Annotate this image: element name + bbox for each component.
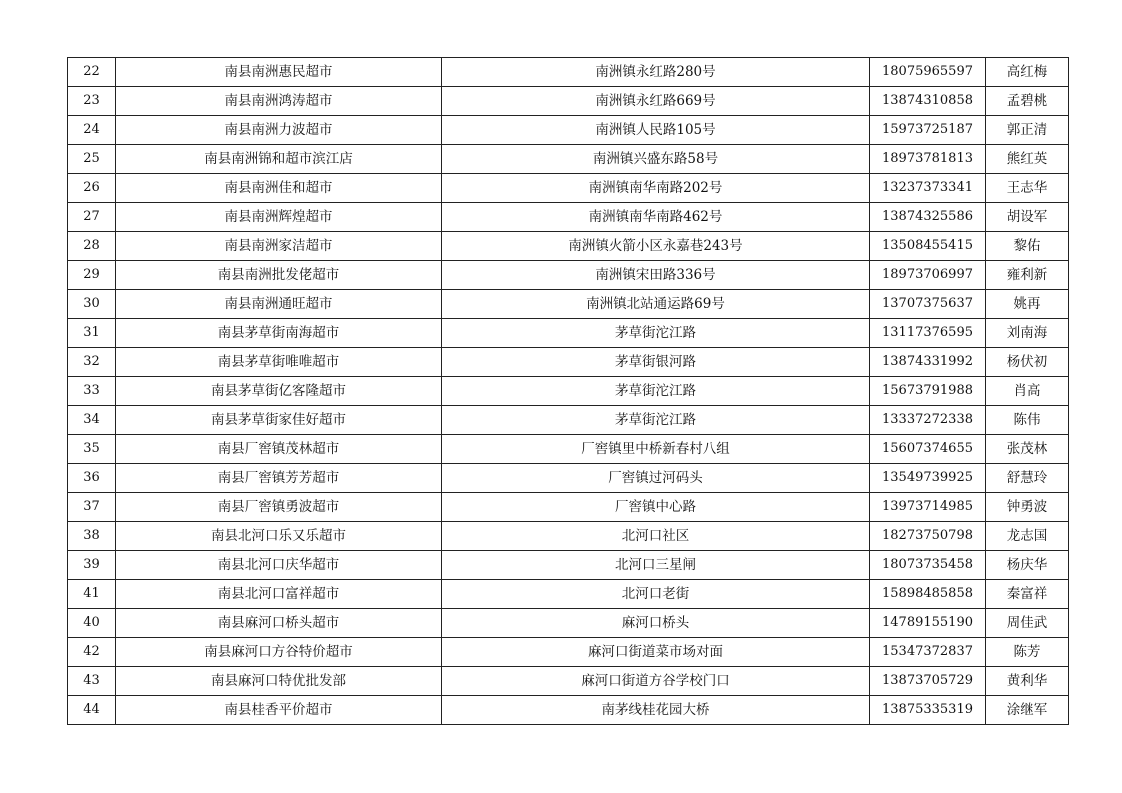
- store-name: 南县南洲辉煌超市: [116, 203, 442, 232]
- phone-number: 13874331992: [870, 348, 986, 377]
- store-address: 茅草街沱江路: [442, 377, 870, 406]
- store-address: 茅草街银河路: [442, 348, 870, 377]
- store-address: 麻河口街道方谷学校门口: [442, 667, 870, 696]
- store-name: 南县茅草街家佳好超市: [116, 406, 442, 435]
- phone-number: 18073735458: [870, 551, 986, 580]
- row-number: 24: [68, 116, 116, 145]
- table-row: [68, 580, 1069, 609]
- table-row: [68, 435, 1069, 464]
- store-address: 厂窖镇中心路: [442, 493, 870, 522]
- store-address: 厂窖镇过河码头: [442, 464, 870, 493]
- phone-number: 13874325586: [870, 203, 986, 232]
- store-name: 南县北河口乐又乐超市: [116, 522, 442, 551]
- phone-number: 13874310858: [870, 87, 986, 116]
- table-row: [68, 464, 1069, 493]
- contact-person: 杨伏初: [986, 348, 1069, 377]
- store-name: 南县麻河口方谷特价超市: [116, 638, 442, 667]
- store-address: 北河口社区: [442, 522, 870, 551]
- store-name: 南县茅草街唯唯超市: [116, 348, 442, 377]
- store-name: 南县厂窖镇茂林超市: [116, 435, 442, 464]
- store-name: 南县麻河口特优批发部: [116, 667, 442, 696]
- contact-person: 杨庆华: [986, 551, 1069, 580]
- contact-person: 舒慧玲: [986, 464, 1069, 493]
- table-row: [68, 348, 1069, 377]
- contact-person: 陈伟: [986, 406, 1069, 435]
- contact-person: 龙志国: [986, 522, 1069, 551]
- contact-person: 黎佑: [986, 232, 1069, 261]
- store-name: 南县北河口庆华超市: [116, 551, 442, 580]
- row-number: 41: [68, 580, 116, 609]
- row-number: 38: [68, 522, 116, 551]
- contact-person: 黄利华: [986, 667, 1069, 696]
- store-name: 南县南洲锦和超市滨江店: [116, 145, 442, 174]
- row-number: 29: [68, 261, 116, 290]
- contact-person: 张茂林: [986, 435, 1069, 464]
- phone-number: 15347372837: [870, 638, 986, 667]
- table-row: [68, 667, 1069, 696]
- store-address: 南洲镇火箭小区永嘉巷243号: [442, 232, 870, 261]
- row-number: 26: [68, 174, 116, 203]
- contact-person: 熊红英: [986, 145, 1069, 174]
- store-address: 南洲镇北站通运路69号: [442, 290, 870, 319]
- contact-person: 周佳武: [986, 609, 1069, 638]
- row-number: 35: [68, 435, 116, 464]
- store-address: 厂窖镇里中桥新春村八组: [442, 435, 870, 464]
- store-address: 南洲镇兴盛东路58号: [442, 145, 870, 174]
- contact-person: 秦富祥: [986, 580, 1069, 609]
- phone-number: 13875335319: [870, 696, 986, 725]
- contact-person: 王志华: [986, 174, 1069, 203]
- row-number: 32: [68, 348, 116, 377]
- store-address: 南洲镇宋田路336号: [442, 261, 870, 290]
- table-row: [68, 290, 1069, 319]
- row-number: 39: [68, 551, 116, 580]
- store-address: 南洲镇南华南路462号: [442, 203, 870, 232]
- table-body: [68, 58, 1069, 725]
- phone-number: 15673791988: [870, 377, 986, 406]
- store-address: 南洲镇永红路669号: [442, 87, 870, 116]
- row-number: 25: [68, 145, 116, 174]
- contact-person: 雍利新: [986, 261, 1069, 290]
- table-row: [68, 493, 1069, 522]
- store-address: 茅草街沱江路: [442, 406, 870, 435]
- row-number: 40: [68, 609, 116, 638]
- phone-number: 13549739925: [870, 464, 986, 493]
- phone-number: 15607374655: [870, 435, 986, 464]
- row-number: 22: [68, 58, 116, 87]
- store-name: 南县厂窖镇勇波超市: [116, 493, 442, 522]
- phone-number: 15898485858: [870, 580, 986, 609]
- phone-number: 13237373341: [870, 174, 986, 203]
- table-row: [68, 319, 1069, 348]
- phone-number: 13873705729: [870, 667, 986, 696]
- contact-person: 肖高: [986, 377, 1069, 406]
- store-name: 南县麻河口桥头超市: [116, 609, 442, 638]
- phone-number: 18973781813: [870, 145, 986, 174]
- table-row: [68, 58, 1069, 87]
- table-row: [68, 232, 1069, 261]
- row-number: 23: [68, 87, 116, 116]
- store-address: 北河口三星闸: [442, 551, 870, 580]
- store-address: 南洲镇南华南路202号: [442, 174, 870, 203]
- store-address: 麻河口桥头: [442, 609, 870, 638]
- store-address: 麻河口街道菜市场对面: [442, 638, 870, 667]
- table-row: [68, 406, 1069, 435]
- phone-number: 13337272338: [870, 406, 986, 435]
- store-name: 南县南洲批发佬超市: [116, 261, 442, 290]
- store-name: 南县南洲鸿涛超市: [116, 87, 442, 116]
- row-number: 44: [68, 696, 116, 725]
- store-name: 南县南洲家洁超市: [116, 232, 442, 261]
- phone-number: 18973706997: [870, 261, 986, 290]
- table-row: [68, 116, 1069, 145]
- table-row: [68, 609, 1069, 638]
- row-number: 31: [68, 319, 116, 348]
- phone-number: 14789155190: [870, 609, 986, 638]
- contact-person: 陈芳: [986, 638, 1069, 667]
- store-address: 北河口老街: [442, 580, 870, 609]
- table-row: [68, 638, 1069, 667]
- store-name: 南县北河口富祥超市: [116, 580, 442, 609]
- row-number: 28: [68, 232, 116, 261]
- phone-number: 13508455415: [870, 232, 986, 261]
- row-number: 43: [68, 667, 116, 696]
- table-row: [68, 377, 1069, 406]
- table-row: [68, 696, 1069, 725]
- table-row: [68, 174, 1069, 203]
- phone-number: 13707375637: [870, 290, 986, 319]
- table-row: [68, 203, 1069, 232]
- row-number: 34: [68, 406, 116, 435]
- store-name: 南县桂香平价超市: [116, 696, 442, 725]
- table-row: [68, 261, 1069, 290]
- store-name: 南县南洲佳和超市: [116, 174, 442, 203]
- store-name: 南县茅草街南海超市: [116, 319, 442, 348]
- table-row: [68, 522, 1069, 551]
- phone-number: 13973714985: [870, 493, 986, 522]
- contact-person: 涂继军: [986, 696, 1069, 725]
- table-row: [68, 87, 1069, 116]
- contact-person: 刘南海: [986, 319, 1069, 348]
- contact-person: 姚再: [986, 290, 1069, 319]
- supermarket-table: [67, 57, 1069, 725]
- store-address: 南茅线桂花园大桥: [442, 696, 870, 725]
- phone-number: 13117376595: [870, 319, 986, 348]
- row-number: 36: [68, 464, 116, 493]
- table-row: [68, 551, 1069, 580]
- store-name: 南县南洲力波超市: [116, 116, 442, 145]
- store-name: 南县南洲惠民超市: [116, 58, 442, 87]
- row-number: 37: [68, 493, 116, 522]
- contact-person: 胡设军: [986, 203, 1069, 232]
- contact-person: 孟碧桃: [986, 87, 1069, 116]
- phone-number: 15973725187: [870, 116, 986, 145]
- contact-person: 钟勇波: [986, 493, 1069, 522]
- store-address: 南洲镇人民路105号: [442, 116, 870, 145]
- row-number: 33: [68, 377, 116, 406]
- store-address: 南洲镇永红路280号: [442, 58, 870, 87]
- row-number: 42: [68, 638, 116, 667]
- store-address: 茅草街沱江路: [442, 319, 870, 348]
- contact-person: 郭正清: [986, 116, 1069, 145]
- store-name: 南县厂窖镇芳芳超市: [116, 464, 442, 493]
- table-row: [68, 145, 1069, 174]
- phone-number: 18075965597: [870, 58, 986, 87]
- store-name: 南县茅草街亿客隆超市: [116, 377, 442, 406]
- phone-number: 18273750798: [870, 522, 986, 551]
- row-number: 27: [68, 203, 116, 232]
- row-number: 30: [68, 290, 116, 319]
- store-name: 南县南洲通旺超市: [116, 290, 442, 319]
- contact-person: 高红梅: [986, 58, 1069, 87]
